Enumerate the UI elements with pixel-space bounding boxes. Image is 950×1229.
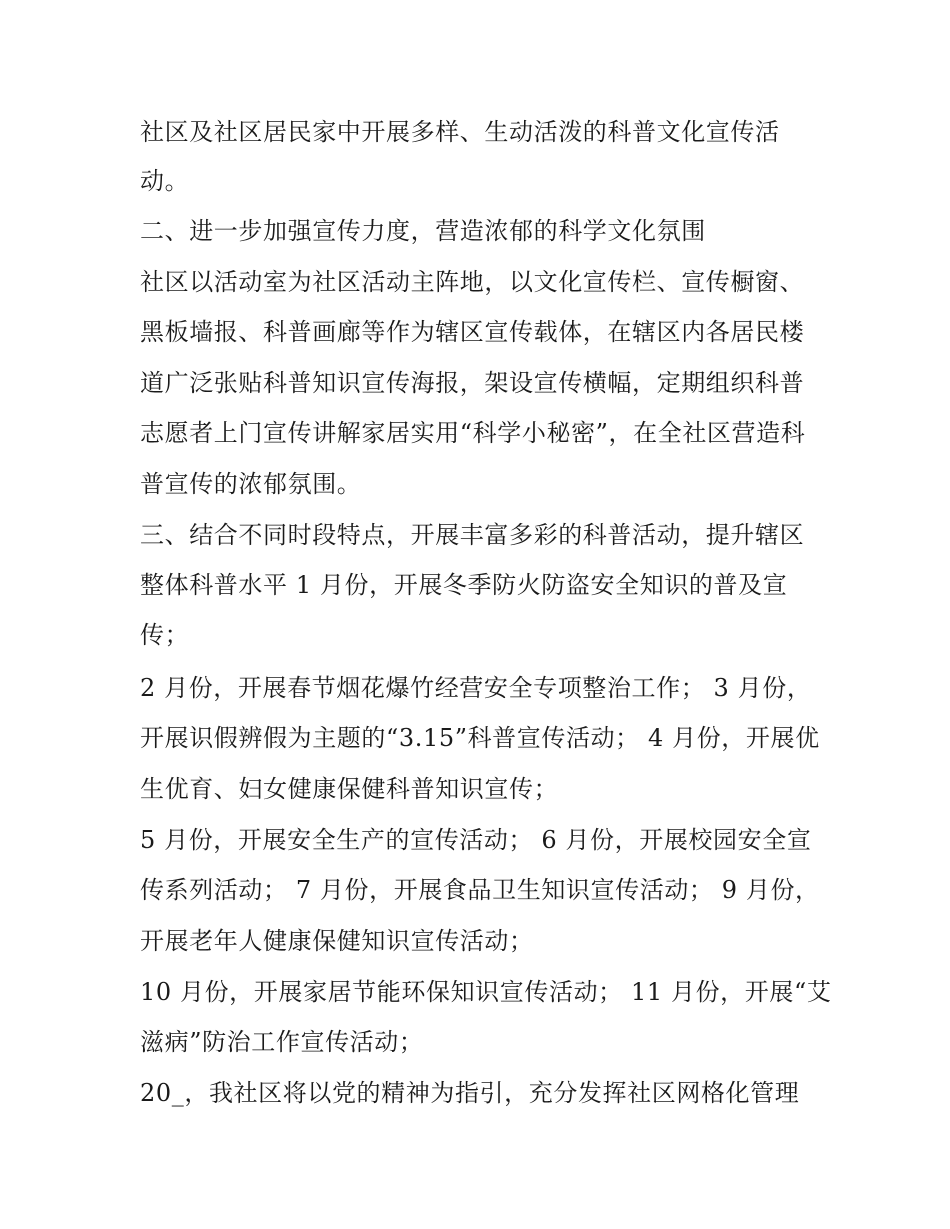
text-line: 5 月份，开展安全生产的宣传活动； 6 月份，开展校园安全宣: [140, 826, 812, 854]
text-line: 社区及社区居民家中开展多样、生动活泼的科普文化宣传活: [140, 118, 780, 146]
text-line: 20_，我社区将以党的精神为指引，充分发挥社区网格化管理: [140, 1079, 800, 1107]
text-line: 2 月份，开展春节烟花爆竹经营安全专项整治工作； 3 月份，: [140, 674, 812, 702]
text-line: 社区以活动室为社区活动主阵地，以文化宣传栏、宣传橱窗、: [140, 268, 805, 296]
section-heading: 三、结合不同时段特点，开展丰富多彩的科普活动，提升辖区: [140, 521, 805, 549]
text-line: 滋病”防治工作宣传活动；: [140, 1028, 424, 1056]
text-line: 10 月份，开展家居节能环保知识宣传活动； 11 月份，开展“艾: [140, 978, 832, 1006]
section-heading: 二、进一步加强宣传力度，营造浓郁的科学文化氛围: [140, 217, 706, 245]
text-line: 传系列活动； 7 月份，开展食品卫生知识宣传活动； 9 月份，: [140, 876, 820, 904]
text-line: 生优育、妇女健康保健科普知识宣传；: [140, 775, 559, 803]
text-line: 志愿者上门宣传讲解家居实用“科学小秘密”，在全社区营造科: [140, 419, 806, 447]
text-line: 道广泛张贴科普知识宣传海报，架设宣传横幅，定期组织科普: [140, 369, 805, 397]
text-line: 整体科普水平 1 月份，开展冬季防火防盗安全知识的普及宣: [140, 571, 788, 599]
text-line: 开展老年人健康保健知识宣传活动；: [140, 927, 534, 955]
text-line: 传；: [140, 621, 190, 649]
text-line: 黑板墙报、科普画廊等作为辖区宣传载体，在辖区内各居民楼: [140, 318, 805, 346]
text-line: 普宣传的浓郁氛围。: [140, 470, 362, 498]
text-line: 开展识假辨假为主题的“3.15”科普宣传活动； 4 月份，开展优: [140, 724, 820, 752]
text-line: 动。: [140, 167, 190, 195]
